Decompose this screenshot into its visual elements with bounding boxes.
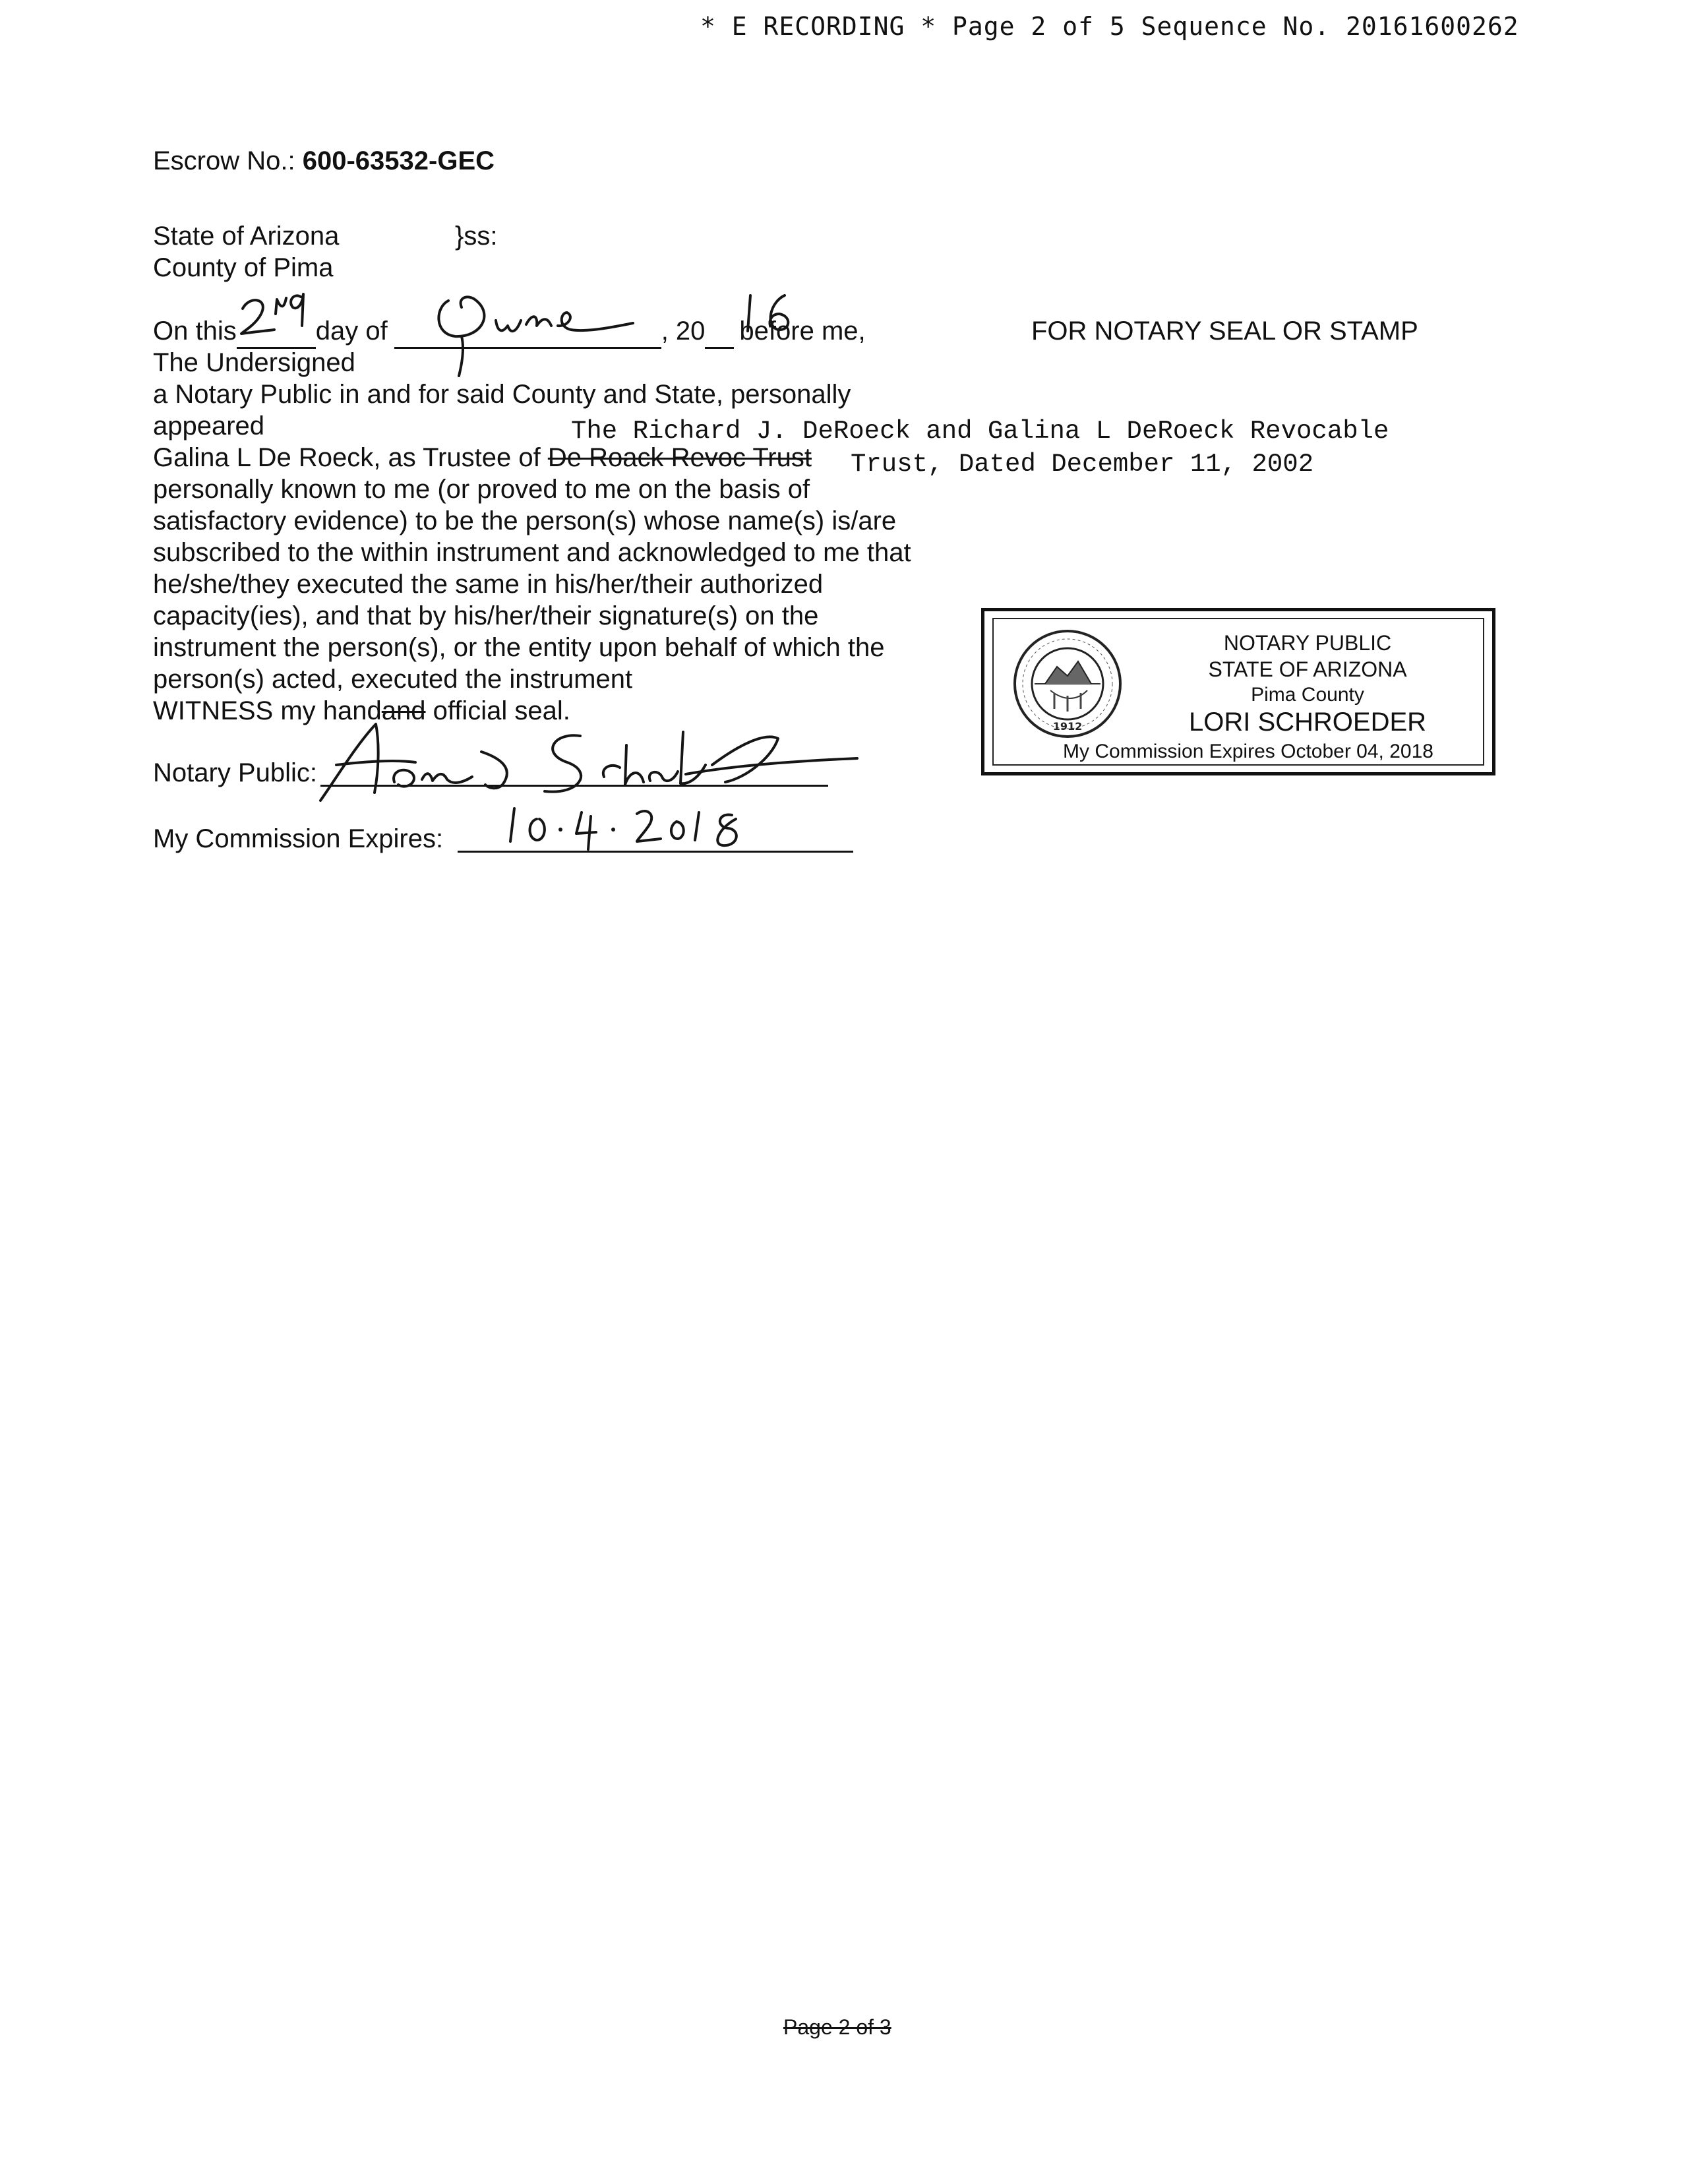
witness-prefix: WITNESS my hand <box>153 696 382 725</box>
witness-struck: and <box>381 696 426 725</box>
seal-year: 1912 <box>1052 720 1083 733</box>
day-of-label: day of <box>315 317 388 346</box>
notary-public-label: Notary Public: <box>153 758 317 787</box>
typed-trust-line-2: Trust, Dated December 11, 2002 <box>851 450 1314 479</box>
handwritten-month <box>422 288 673 380</box>
commission-label: My Commission Expires: <box>153 824 444 853</box>
year-prefix: , 20 <box>661 317 706 346</box>
executed-line: he/she/they executed the same in his/her/their authorized <box>153 570 824 599</box>
notary-stamp <box>981 608 1495 775</box>
capacity-line: capacity(ies), and that by his/her/their signature(s) on the <box>153 601 819 630</box>
handwritten-day <box>237 290 316 343</box>
venue-state: State of Arizona <box>153 222 340 251</box>
stamp-line-2: STATE OF ARIZONA <box>1208 657 1407 681</box>
handwritten-expiry <box>508 799 785 859</box>
notary-county-line: a Notary Public in and for said County and State, personally <box>153 380 851 409</box>
year-blank <box>705 315 734 349</box>
instrument-line: instrument the person(s), or the entity upon behalf of which the <box>153 633 885 662</box>
escrow-line <box>153 145 495 177</box>
handwritten-year <box>741 291 814 344</box>
known-line: personally known to me (or proved to me on the basis of <box>153 475 810 504</box>
witness-suffix: official seal. <box>425 696 570 725</box>
stamp-line-1: NOTARY PUBLIC <box>1223 631 1392 655</box>
evidence-line: satisfactory evidence) to be the person(s) whose name(s) is/are <box>153 506 897 535</box>
appeared-line: appeared <box>153 411 265 440</box>
galina-line <box>153 442 812 473</box>
venue-county: County of Pima <box>153 253 334 282</box>
undersigned-line: The Undersigned <box>153 348 355 377</box>
typed-trust-line-1: The Richard J. DeRoeck and Galina L DeRoeck Revocable <box>571 417 1389 446</box>
escrow-number: 600-63532-GEC <box>302 146 495 175</box>
recording-header: * E RECORDING * Page 2 of 5 Sequence No. 20161600262 <box>700 12 1519 41</box>
arizona-seal-icon <box>1011 627 1124 741</box>
subscribed-line: subscribed to the within instrument and acknowledged to me that <box>153 538 911 567</box>
escrow-label: Escrow No.: <box>153 146 295 175</box>
before-me-label: before me, <box>739 317 866 346</box>
acted-line: person(s) acted, executed the instrument <box>153 665 633 694</box>
struck-trust-name: De Roack Revoc Trust <box>547 443 812 472</box>
on-this-label: On this <box>153 317 237 346</box>
stamp-name: LORI SCHROEDER <box>1188 708 1427 737</box>
galina-prefix: Galina L De Roeck, as Trustee of <box>153 443 541 472</box>
footer-page-number: Page 2 of 3 <box>783 2015 891 2039</box>
stamp-line-3: Pima County <box>1251 684 1364 706</box>
venue-ss: }ss: <box>455 222 498 251</box>
stamp-expires: My Commission Expires October 04, 2018 <box>1063 741 1433 762</box>
seal-label: FOR NOTARY SEAL OR STAMP <box>1031 317 1418 346</box>
